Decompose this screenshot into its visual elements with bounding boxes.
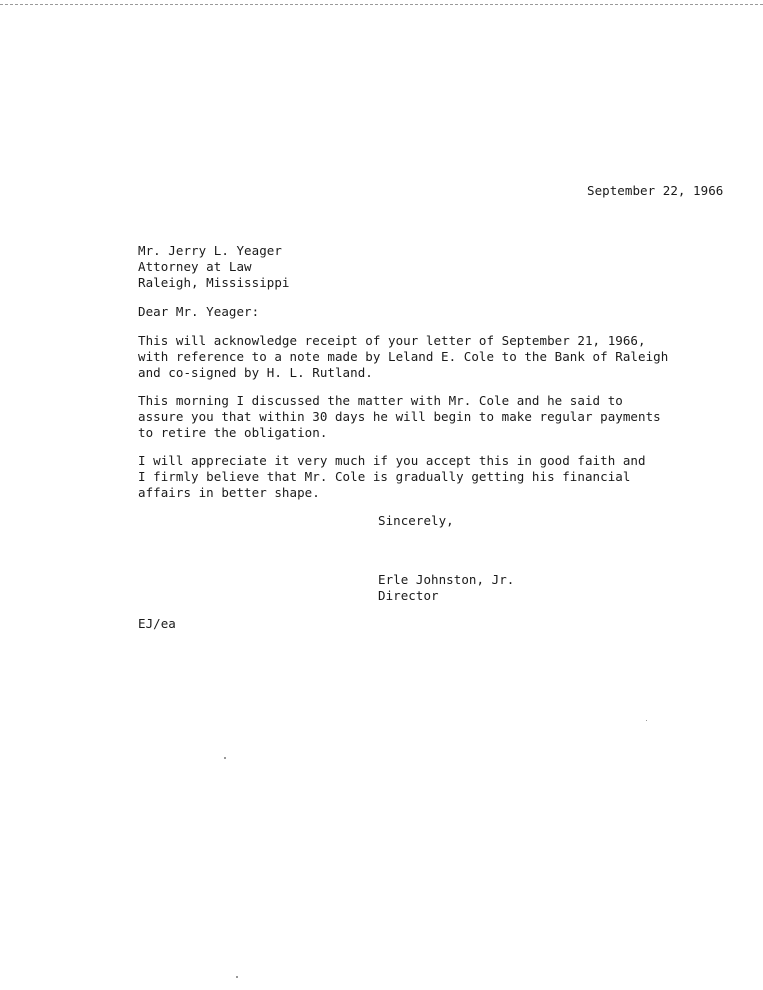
- paragraph-3-line-2: I firmly believe that Mr. Cole is gradually getting his financial: [138, 469, 631, 484]
- scan-speck: [236, 976, 238, 978]
- paragraph-1-line-2: with reference to a note made by Leland E. Cole to the Bank of Raleigh: [138, 349, 669, 364]
- typist-initials: EJ/ea: [138, 616, 176, 631]
- scan-speck: [224, 757, 226, 759]
- paragraph-1-line-3: and co-signed by H. L. Rutland.: [138, 365, 373, 380]
- signer-title: Director: [378, 588, 439, 603]
- signer-name: Erle Johnston, Jr.: [378, 572, 515, 587]
- paragraph-3-line-1: I will appreciate it very much if you accept this in good faith and: [138, 453, 646, 468]
- paragraph-3-line-3: affairs in better shape.: [138, 485, 320, 500]
- closing: Sincerely,: [378, 513, 454, 528]
- scan-top-edge: [0, 4, 763, 5]
- recipient-location: Raleigh, Mississippi: [138, 275, 290, 290]
- salutation: Dear Mr. Yeager:: [138, 304, 260, 319]
- recipient-title: Attorney at Law: [138, 259, 252, 274]
- scan-speck: [646, 720, 647, 721]
- paragraph-2-line-3: to retire the obligation.: [138, 425, 328, 440]
- paragraph-2-line-1: This morning I discussed the matter with Mr. Cole and he said to: [138, 393, 623, 408]
- paragraph-2-line-2: assure you that within 30 days he will begin to make regular payments: [138, 409, 661, 424]
- letter-date: September 22, 1966: [587, 183, 724, 198]
- paragraph-1-line-1: This will acknowledge receipt of your letter of September 21, 1966,: [138, 333, 646, 348]
- recipient-name: Mr. Jerry L. Yeager: [138, 243, 282, 258]
